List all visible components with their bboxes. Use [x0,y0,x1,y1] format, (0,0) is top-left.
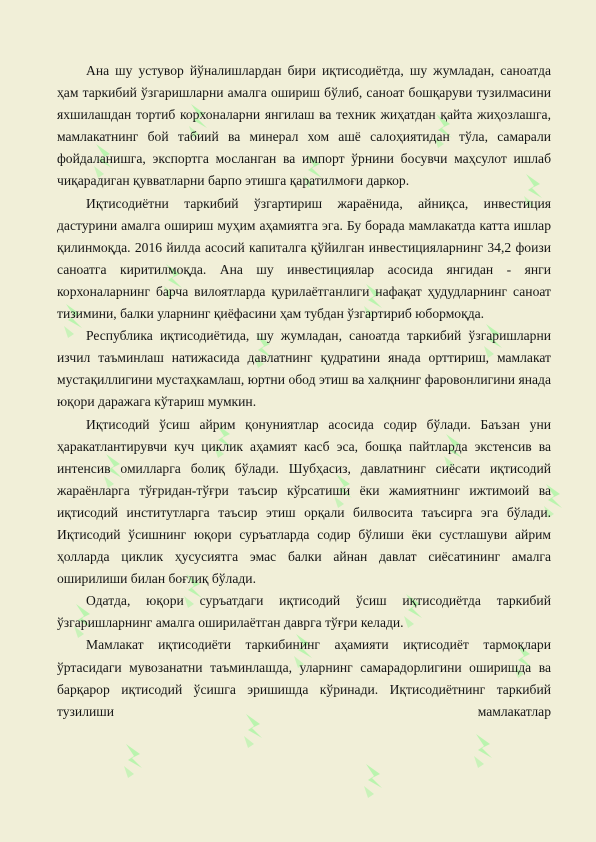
paragraph: Одатда, юқори суръатдаги иқтисодий ўсиш иқтисодиётда таркибий ўзгаришларнинг амалга оширилаётган даврга тўғри келади. [57,593,551,631]
paragraph: Мамлакат иқтисодиёти таркибининг аҳамияти иқтисодиёт тармоқлари ўртасидаги мувозанатни таъминлашда, уларнинг самарадорлигини оширишда ва барқарор иқтисодий ўсишга эришишда кўринади. Иқтисодиётнинг таркибий тузилиши мамлакатлар [57,637,551,719]
paragraph: Иқтисодий ўсиш айрим қонуниятлар асосида содир бўлади. Баъзан уни ҳаракатлантирувчи куч циклик аҳамият касб эса, бошқа пайтларда экстенсив ва интенсив омилларга болиқ бўлади. Шубҳасиз, давлатнинг сиёсати иқтисодий жараёнларга тўғридан-тўғри таъсир кўрсатиши ёки жамиятнинг ижтимоий ва иқтисодий институтларга таъсир этиш орқали билвосита таъсирга эга бўлади. Иқтисодий ўсишнинг юқори суръатларда содир бўлиши ёки сустлашуви айрим ҳолларда циклик ҳусусиятга эмас балки айнан давлат сиёсатининг амалга оширилиши билан боғлиқ бўлади. [57,416,551,587]
paragraph: Ана шу устувор йўналишлардан бири иқтисодиётда, шу жумладан, саноатда ҳам таркибий ўзгаришларни амалга ошириш бўлиб, саноат бошқаруви тузилмасини яхшилашдан тортиб корхоналарни янгилаш ва техник жиҳатдан қайта жиҳозлашга, мамлакатнинг бой табиий ва минерал хом ашё салоҳиятидан тўла, самарали фойдаланишга, экспортга мосланган ва импорт ўрнини босувчи маҳсулот ишлаб чиқарадиган қувватларни барпо этишга қаратилмоғи даркор. [57,63,551,189]
leaf-arrow-watermark-icon [120,740,146,780]
document-body [57,60,551,723]
leaf-arrow-watermark-icon [360,760,386,800]
paragraph: Иқтисодиётни таркибий ўзгартириш жараёнида, айниқса, инвестиция дастурини амалга ошириш муҳим аҳамиятга эга. Бу борада мамлакатда катта ишлар қилинмоқда. 2016 йилда асосий капиталга қўйилган инвестицияларнинг 34,2 фоизи саноатга киритилмоқда. Ана шу инвестициялар асосида янгидан - янги корхоналарнинг барча вилоятларда қурилаётганлиги нафақат ҳудудларнинг саноат тизимини, балки уларнинг қиёфасини ҳам тубдан ўзгартириб юбормоқда. [57,195,551,322]
leaf-arrow-watermark-icon [470,730,496,770]
paragraph: Республика иқтисодиётида, шу жумладан, саноатда таркибий ўзгаришларни изчил таъминлаш натижасида давлатнинг қудратини янада орттириш, мамлакат мустақиллигини мустаҳкамлаш, юртни обод этиш ва халқнинг фаровонлигини янада юқори даражага кўтариш мумкин. [57,328,551,410]
